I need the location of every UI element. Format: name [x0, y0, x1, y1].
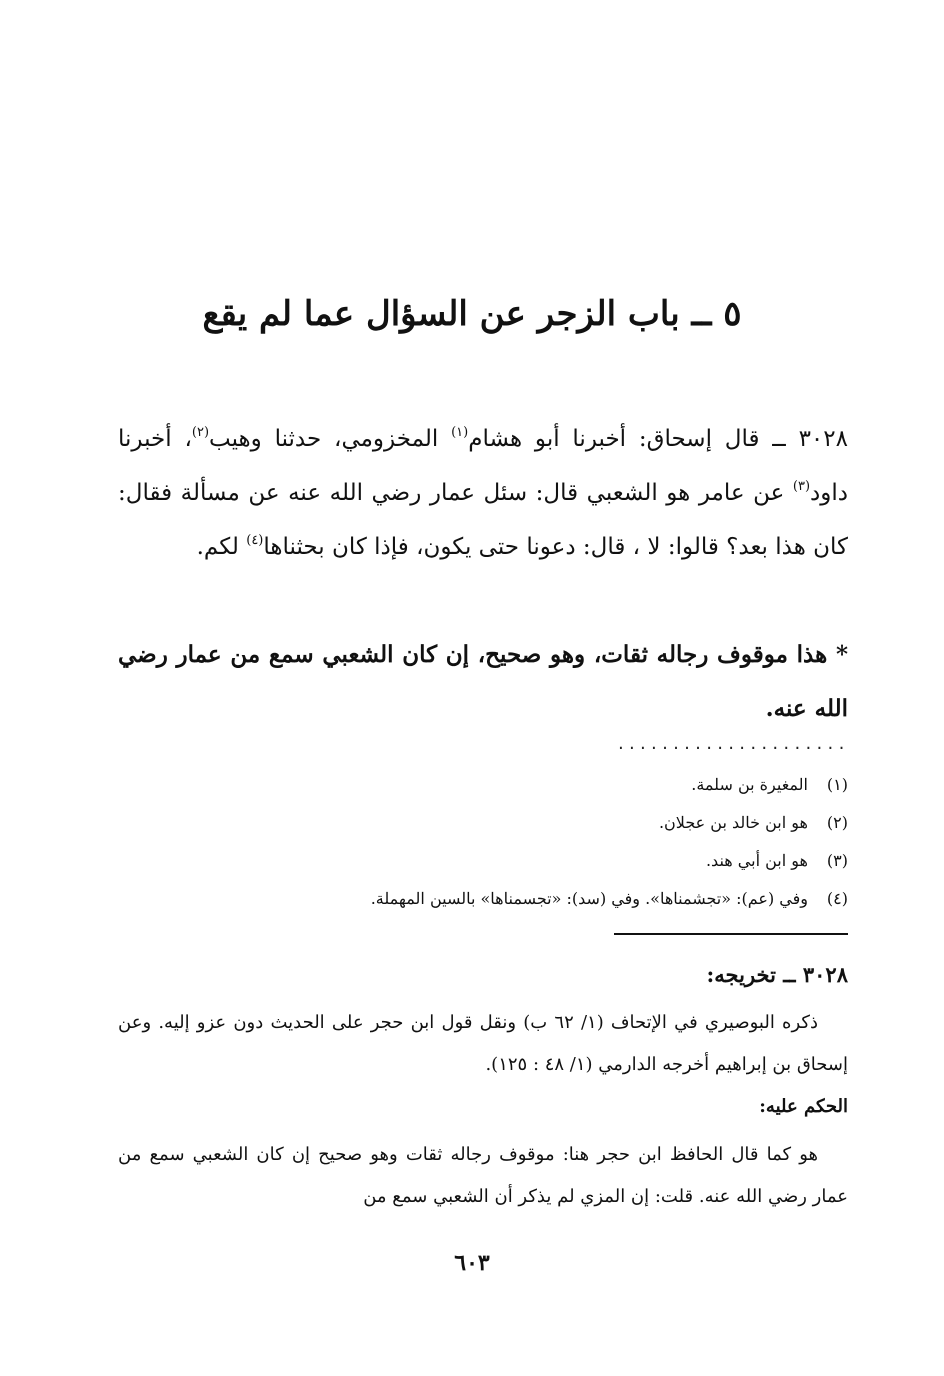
hadith-number: ٣٠٢٨ [798, 426, 848, 452]
hadith-segment-3: ، أخبرنا داود [118, 426, 848, 506]
footnote-ref-1: (١) [451, 425, 469, 440]
footnote-ref-3: (٣) [792, 479, 811, 494]
hadith-text [118, 412, 848, 574]
chapter-title: ٥ ــ باب الزجر عن السؤال عما لم يقع [202, 294, 742, 334]
footnote-number: (٤) [826, 889, 848, 908]
hukm-heading: الحكم عليه: [759, 1096, 848, 1117]
footnote-ref-4: (٤) [246, 533, 264, 548]
section-divider [614, 933, 848, 935]
takhrij-paragraph: ذكره البوصيري في الإتحاف (١/ ٦٢ ب) ونقل قول ابن حجر على الحديث دون عزو إليه. وعن إسحاق بن إبراهيم أخرجه الدارمي (١/ ٤٨ : ١٢٥). [118, 1012, 848, 1075]
grading-text: * هذا موقوف رجاله ثقات، وهو صحيح، إن كان الشعبي سمع من عمار رضي الله عنه. [118, 641, 848, 722]
takhrij-heading: ٣٠٢٨ ــ تخريجه: [706, 962, 848, 987]
page-number: ٦٠٣ [454, 1250, 490, 1276]
footnote-2 [118, 804, 848, 842]
hukm-text [118, 1134, 848, 1218]
footnote-1 [118, 766, 848, 804]
hadith-grading [118, 628, 848, 736]
hadith-segment-5: لكم. [196, 534, 247, 560]
hadith-segment-4: عن عامر هو الشعبي قال: سئل عمار رضي الله عنه عن مسألة فقال: كان هذا بعد؟ قالوا: لا ، قال: دعونا حتى يكون، فإذا كان بحثناها [118, 480, 848, 560]
hadith-segment-2: المخزومي، حدثنا وهيب [209, 426, 452, 452]
dotted-separator: ..................... [616, 735, 848, 753]
footnote-text: هو ابن أبي هند. [705, 851, 808, 870]
footnote-number: (٢) [826, 813, 848, 832]
footnote-text: وفي (عم): «تجشمناها». وفي (سد): «تجسمناها» بالسين المهملة. [370, 889, 808, 908]
footnote-4 [118, 880, 848, 918]
footnotes-list [118, 766, 848, 918]
hukm-paragraph: هو كما قال الحافظ ابن حجر هنا: موقوف رجاله ثقات وهو صحيح إن كان الشعبي سمع من عمار رضي الله عنه. قلت: إن المزي لم يذكر أن الشعبي سمع من [118, 1144, 848, 1207]
takhrij-text [118, 1002, 848, 1086]
footnote-text: هو ابن خالد بن عجلان. [658, 813, 808, 832]
footnote-number: (١) [826, 775, 848, 794]
footnote-number: (٣) [826, 851, 848, 870]
hadith-segment-1: ــ قال إسحاق: أخبرنا أبو هشام [468, 426, 799, 452]
footnote-ref-2: (٢) [191, 425, 210, 440]
footnote-3 [118, 842, 848, 880]
footnote-text: المغيرة بن سلمة. [691, 775, 808, 794]
